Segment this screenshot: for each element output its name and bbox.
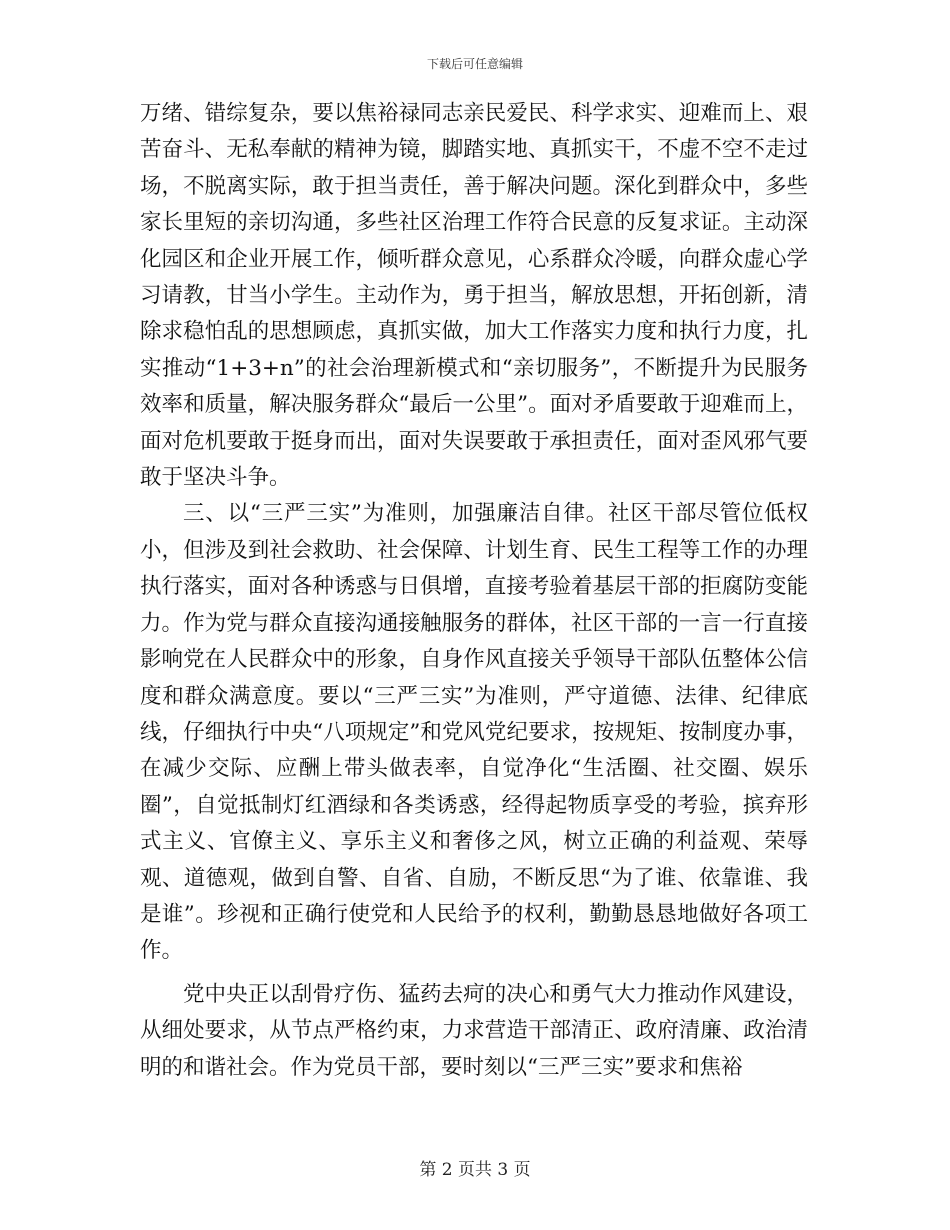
paragraph-conclusion: 党中央正以刮骨疗伤、猛药去疴的决心和勇气大力推动作风建设，从细处要求，从节点严格约束，力求营造干部清正、政府清廉、政治清明的和谐社会。作为党员干部，要时刻以“三严三实”要求和焦裕 bbox=[140, 981, 808, 1080]
paragraph-continuation: 万绪、错综复杂，要以焦裕禄同志亲民爱民、科学求实、迎难而上、艰苦奋斗、无私奉献的精神为镜，脚踏实地、真抓实干，不虚不空不走过场，不脱离实际，敢于担当责任，善于解决问题。深化到群众中，多些家长里短的亲切沟通，多些社区治理工作符合民意的反复求证。主动深化园区和企业开展工作，倾听群众意见，心系群众冷暖，向群众虚心学习请教，甘当小学生。主动作为，勇于担当，解放思想，开拓创新，清除求稳怕乱的思想顾虑，真抓实做，加大工作落实力度和执行力度，扎实推动“1+3+n”的社会治理新模式和“亲切服务”，不断提升为民服务效率和质量，解决服务群众“最后一公里”。面对矛盾要敢于迎难而上，面对危机要敢于挺身而出，面对失误要敢于承担责任，面对歪风邪气要敢于坚决斗争。 bbox=[140, 101, 808, 491]
page-number: 第 2 页共 3 页 bbox=[419, 1160, 531, 1180]
paragraph-section-three: 三、以“三严三实”为准则，加强廉洁自律。社区干部尽管位低权小，但涉及到社会救助、社会保障、计划生育、民生工程等工作的办理执行落实，面对各种诱惑与日俱增，直接考验着基层干部的拒腐防变能力。作为党与群众直接沟通接触服务的群体，社区干部的一言一行直接影响党在人民群众中的形象，自身作风直接关乎领导干部队伍整体公信度和群众满意度。要以“三严三实”为准则，严守道德、法律、纪律底线，仔细执行中央“八项规定”和党风党纪要求，按规矩、按制度办事，在减少交际、应酬上带头做表率，自觉净化“生活圈、社交圈、娱乐圈”，自觉抵制灯红酒绿和各类诱惑，经得起物质享受的考验，摈弃形式主义、官僚主义、享乐主义和奢侈之风，树立正确的利益观、荣辱观、道德观，做到自警、自省、自励，不断反思“为了谁、依靠谁、我是谁”。珍视和正确行使党和人民给予的权利，勤勤恳恳地做好各项工作。 bbox=[140, 501, 808, 964]
page-header: 下载后可任意编辑 bbox=[426, 57, 523, 71]
document-body bbox=[140, 96, 808, 1086]
